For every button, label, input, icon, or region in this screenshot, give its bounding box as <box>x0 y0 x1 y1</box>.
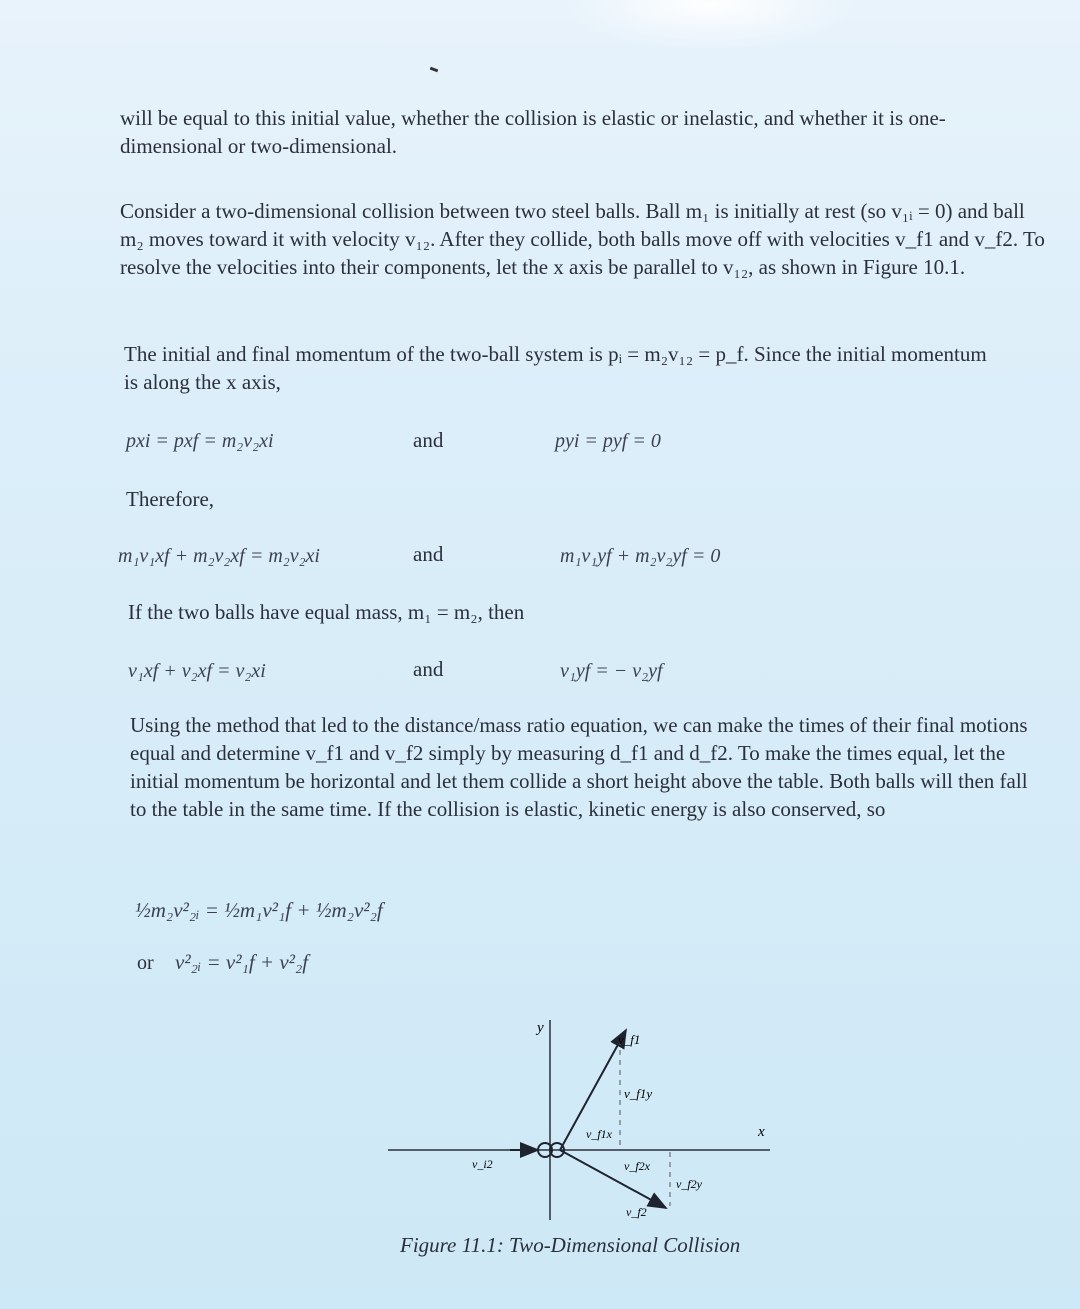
screen-glare <box>560 0 860 50</box>
equation-1-right: pyi = pyf = 0 <box>555 430 661 452</box>
vf2-arrow <box>560 1150 666 1208</box>
equation-1-left: pxi = pxf = m₂v₂xi <box>126 430 274 452</box>
equal-mass-text: If the two balls have equal mass, m₁ = m₂, then <box>128 600 525 624</box>
equation-3-left: v₁xf + v₂xf = v₂xi <box>128 660 266 682</box>
label-x: x <box>758 1124 765 1140</box>
equation-2-and: and <box>413 542 444 566</box>
paragraph-collision-setup: Consider a two-dimensional collision between two steel balls. Ball m₁ is initially at rest (so v₁ᵢ = 0) and ball m₂ moves toward it with velocity v₁₂. After they collide, both balls move off with velocities v_f1 and v_f2. To resolve the velocities into their components, let the x axis be parallel to v₁₂, as shown in Figure 10.1. <box>120 199 1045 279</box>
figure-caption: Figure 11.1: Two-Dimensional Collision <box>400 1233 741 1257</box>
collision-diagram <box>380 1010 800 1230</box>
therefore-text: Therefore, <box>126 487 215 511</box>
stray-mark <box>430 67 439 73</box>
equation-2-left: m₁v₁xf + m₂v₂xf = m₂v₂xi <box>118 545 320 567</box>
label-vf1y: v_f1y <box>624 1086 653 1101</box>
paragraph-method: Using the method that led to the distance/mass ratio equation, we can make the times of their final motions equal and determine v_f1 and v_f2 simply by measuring d_f1 and d_f2. To make the times equal, let the initial momentum be horizontal and let them collide a short height above the table. Both balls will then fall to the table in the same time. If the collision is elastic, kinetic energy is also conserved, so <box>130 713 1028 821</box>
label-vf2y: v_f2y <box>676 1177 702 1191</box>
energy-simplified: v²₂ᵢ = v²₁f + v²₂f <box>175 950 309 974</box>
label-vf2x: v_f2x <box>624 1159 650 1173</box>
label-y: y <box>537 1020 544 1036</box>
paragraph-momentum: The initial and final momentum of the two-ball system is pᵢ = m₂v₁₂ = p_f. Since the initial momentum is along the x axis, <box>124 342 987 394</box>
label-vi2: v_i2 <box>472 1157 493 1171</box>
label-vf1: v_f1 <box>618 1032 641 1047</box>
equation-2-right: m₁v₁yf + m₂v₂yf = 0 <box>560 545 721 567</box>
energy-or: or <box>137 952 154 974</box>
equation-3-and: and <box>413 657 444 681</box>
equation-3-right: v₁yf = − v₂yf <box>560 660 663 682</box>
equation-1-and: and <box>413 428 444 452</box>
label-vf2: v_f2 <box>626 1205 647 1219</box>
label-vf1x: v_f1x <box>586 1127 612 1141</box>
paragraph-intro: will be equal to this initial value, whether the collision is elastic or inelastic, and whether it is one-dimensional or two-dimensional. <box>120 106 946 158</box>
energy-equation: ½m₂v²₂ᵢ = ½m₁v²₁f + ½m₂v²₂f <box>135 898 383 922</box>
